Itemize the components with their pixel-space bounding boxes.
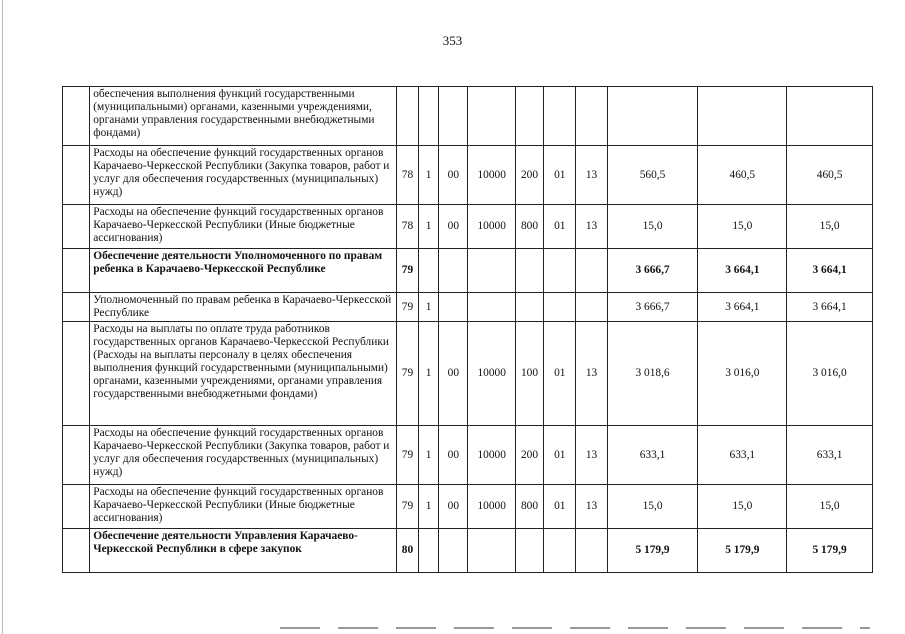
row-margin-cell [63,205,90,249]
amount-year3-cell: 3 016,0 [787,322,873,426]
table-row [63,322,873,426]
code-dir-cell: 10000 [468,426,515,485]
table-row [63,146,873,205]
amount-year3-cell: 15,0 [787,485,873,529]
amount-year3-cell: 3 664,1 [787,249,873,293]
code-sub-cell [419,249,439,293]
code-pr-cell: 13 [576,146,607,205]
code-pr-cell [576,249,607,293]
row-name-cell: Расходы на выплаты по оплате труда работников государственных органов Карачаево-Черкесской Республики (Расходы на выплаты персоналу в целях обеспечения выполнения функций государственными (муниципальными) органами, казенными учреждениями, органами управления государственными внебюджетными фондами) [90,322,397,426]
table-row [63,87,873,146]
row-margin-cell [63,529,90,573]
code-sub-cell [419,87,439,146]
scan-bottom-artifact [280,627,870,629]
amount-year2-cell: 3 016,0 [698,322,787,426]
code-rz-cell: 01 [544,426,576,485]
code-gp-cell: 79 [396,485,418,529]
row-name-cell: обеспечения выполнения функций государственными (муниципальными) органами, казенными учреждениями, органами управления государственными внебюджетными фондами) [90,87,397,146]
row-name-cell: Расходы на обеспечение функций государственных органов Карачаево-Черкесской Республики (Закупка товаров, работ и услуг для обеспечения государственных (муниципальных) нужд) [90,426,397,485]
amount-year1-cell [607,87,698,146]
code-dir-cell [468,249,515,293]
amount-year1-cell: 3 666,7 [607,249,698,293]
table-row [63,205,873,249]
code-main-cell: 00 [439,426,468,485]
code-dir-cell [468,529,515,573]
code-vr-cell: 800 [515,485,543,529]
code-rz-cell [544,529,576,573]
code-dir-cell: 10000 [468,485,515,529]
row-name-cell: Уполномоченный по правам ребенка в Карачаево-Черкесской Республике [90,293,397,322]
amount-year1-cell: 15,0 [607,485,698,529]
code-main-cell: 00 [439,485,468,529]
code-pr-cell: 13 [576,426,607,485]
amount-year1-cell: 5 179,9 [607,529,698,573]
code-vr-cell: 200 [515,146,543,205]
code-dir-cell: 10000 [468,205,515,249]
row-margin-cell [63,87,90,146]
amount-year1-cell: 633,1 [607,426,698,485]
scan-edge-line [2,0,3,634]
code-vr-cell: 100 [515,322,543,426]
code-pr-cell: 13 [576,485,607,529]
code-vr-cell [515,529,543,573]
code-gp-cell: 79 [396,426,418,485]
amount-year2-cell: 3 664,1 [698,293,787,322]
code-vr-cell: 200 [515,426,543,485]
row-name-cell: Расходы на обеспечение функций государственных органов Карачаево-Черкесской Республики (Иные бюджетные ассигнования) [90,485,397,529]
table-row [63,426,873,485]
amount-year2-cell: 460,5 [698,146,787,205]
code-main-cell [439,293,468,322]
code-vr-cell [515,87,543,146]
code-rz-cell [544,293,576,322]
amount-year2-cell: 3 664,1 [698,249,787,293]
code-sub-cell: 1 [419,322,439,426]
code-sub-cell: 1 [419,293,439,322]
row-margin-cell [63,426,90,485]
amount-year2-cell [698,87,787,146]
amount-year1-cell: 3 018,6 [607,322,698,426]
code-rz-cell: 01 [544,205,576,249]
code-rz-cell: 01 [544,146,576,205]
code-gp-cell: 79 [396,293,418,322]
row-margin-cell [63,249,90,293]
amount-year1-cell: 15,0 [607,205,698,249]
code-main-cell [439,87,468,146]
row-name-cell: Обеспечение деятельности Управления Карачаево-Черкесской Республики в сфере закупок [90,529,397,573]
code-vr-cell [515,249,543,293]
code-sub-cell [419,529,439,573]
table-row [63,529,873,573]
amount-year3-cell: 3 664,1 [787,293,873,322]
code-pr-cell: 13 [576,322,607,426]
row-name-cell: Расходы на обеспечение функций государственных органов Карачаево-Черкесской Республики (Закупка товаров, работ и услуг для обеспечения государственных (муниципальных) нужд) [90,146,397,205]
code-main-cell: 00 [439,146,468,205]
code-dir-cell: 10000 [468,322,515,426]
amount-year2-cell: 5 179,9 [698,529,787,573]
code-pr-cell [576,87,607,146]
code-gp-cell: 78 [396,146,418,205]
code-gp-cell: 79 [396,322,418,426]
code-gp-cell: 80 [396,529,418,573]
code-dir-cell [468,87,515,146]
code-dir-cell [468,293,515,322]
page-number: 353 [442,33,463,48]
code-rz-cell [544,249,576,293]
code-sub-cell: 1 [419,205,439,249]
code-rz-cell: 01 [544,322,576,426]
code-sub-cell: 1 [419,485,439,529]
code-pr-cell [576,529,607,573]
budget-table [62,86,873,573]
table-row [63,485,873,529]
code-gp-cell: 78 [396,205,418,249]
code-vr-cell: 800 [515,205,543,249]
row-name-cell: Расходы на обеспечение функций государственных органов Карачаево-Черкесской Республики (Иные бюджетные ассигнования) [90,205,397,249]
amount-year3-cell: 5 179,9 [787,529,873,573]
amount-year3-cell: 633,1 [787,426,873,485]
amount-year2-cell: 15,0 [698,205,787,249]
amount-year2-cell: 633,1 [698,426,787,485]
code-rz-cell [544,87,576,146]
amount-year3-cell [787,87,873,146]
row-margin-cell [63,485,90,529]
table-row [63,293,873,322]
row-name-cell: Обеспечение деятельности Уполномоченного по правам ребенка в Карачаево-Черкесской Республике [90,249,397,293]
table-row [63,249,873,293]
code-sub-cell: 1 [419,146,439,205]
amount-year1-cell: 560,5 [607,146,698,205]
amount-year3-cell: 15,0 [787,205,873,249]
row-margin-cell [63,293,90,322]
row-margin-cell [63,146,90,205]
code-main-cell [439,529,468,573]
code-main-cell: 00 [439,322,468,426]
amount-year1-cell: 3 666,7 [607,293,698,322]
table-body [63,87,873,573]
code-rz-cell: 01 [544,485,576,529]
amount-year3-cell: 460,5 [787,146,873,205]
code-pr-cell: 13 [576,205,607,249]
code-gp-cell [396,87,418,146]
code-main-cell [439,249,468,293]
amount-year2-cell: 15,0 [698,485,787,529]
code-main-cell: 00 [439,205,468,249]
code-vr-cell [515,293,543,322]
code-sub-cell: 1 [419,426,439,485]
code-gp-cell: 79 [396,249,418,293]
code-dir-cell: 10000 [468,146,515,205]
row-margin-cell [63,322,90,426]
code-pr-cell [576,293,607,322]
